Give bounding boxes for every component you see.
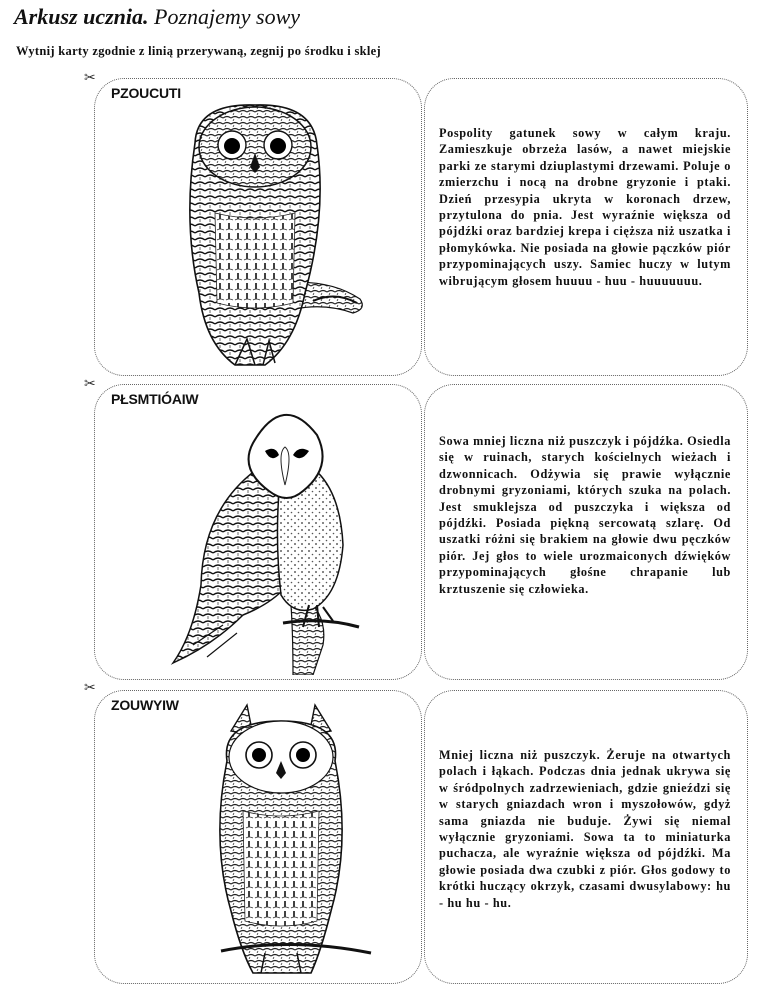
card-2-description: Sowa mniej liczna niż puszczyk i pójdźka. Osiedla się w ruinach, starych kościelnych wieżach i dzwonnicach. Odżywia się prawie wyłącznie drobnymi gryzoniami, których szuka na polach. Jest smuklejsza od puszczyka i większa od pójdźki. Posiada piękną sercowatą szlarę. Od uszatki różni się brakiem na głowie dwu pęczków piór. Jej głos to wiele urozmaiconych dźwięków przypominających głośne chrapanie lub krztuszenie się człowieka. bbox=[439, 434, 731, 596]
card-1-description: Pospolity gatunek sowy w całym kraju. Zamieszkuje obrzeża lasów, a nawet miejskie parki ze starymi dziuplastymi drzewami. Poluje o zmierzchu i nocą na drobne gryzonie i ptaki. Dzień przesypia ukryta w koronach drzew, przytulona do pnia. Jest wyraźnie większa od pójdźki oraz bardziej krepa i cięższa niż uszatka i płomykówka. Nie posiada na głowie pączków piór przypominających uszy. Samiec huczy w lutym wibrującym głosem huuuu - huu - huuuuuuu. bbox=[439, 126, 731, 288]
scissors-icon: ✂ bbox=[84, 71, 96, 86]
scissors-icon: ✂ bbox=[84, 681, 96, 696]
instruction-text: Wytnij karty zgodnie z linią przerywaną, zegnij po środku i sklej bbox=[16, 44, 381, 58]
card-3-front bbox=[94, 690, 422, 984]
card-2-back bbox=[424, 384, 748, 680]
long-eared-owl-illustration bbox=[191, 701, 391, 986]
tawny-owl-illustration bbox=[135, 103, 385, 376]
title-subtitle: Poznajemy sowy bbox=[154, 4, 301, 29]
card-2-code: PŁSMTIÓAIW bbox=[111, 391, 199, 407]
barn-owl-illustration bbox=[153, 395, 393, 680]
page-title bbox=[14, 4, 300, 30]
scissors-icon: ✂ bbox=[84, 377, 96, 392]
card-3-description: Mniej liczna niż puszczyk. Żeruje na otwartych polach i łąkach. Podczas dnia jednak ukrywa się w śródpolnych zadrzewieniach, gdzie gnieździ się w starych gniazdach wron i myszołowów, gdyż sama gniazda nie buduje. Żywi się niemal wyłącznie gryzoniami. Sowa ta to miniaturka puchacza, ale wyraźnie większa od pójdźki. Ma głowie posiada dwa czubki z piór. Głos godowy to krótki huczący okrzyk, czasami dwusylabowy: hu - hu hu - hu. bbox=[439, 748, 731, 910]
card-1-back bbox=[424, 78, 748, 376]
card-3-code: ZOUWYIW bbox=[111, 697, 179, 713]
card-1-front bbox=[94, 78, 422, 376]
card-1-code: PZOUCUTI bbox=[111, 85, 181, 101]
card-3-back bbox=[424, 690, 748, 984]
card-2-front bbox=[94, 384, 422, 680]
title-bold: Arkusz ucznia. bbox=[14, 4, 149, 29]
